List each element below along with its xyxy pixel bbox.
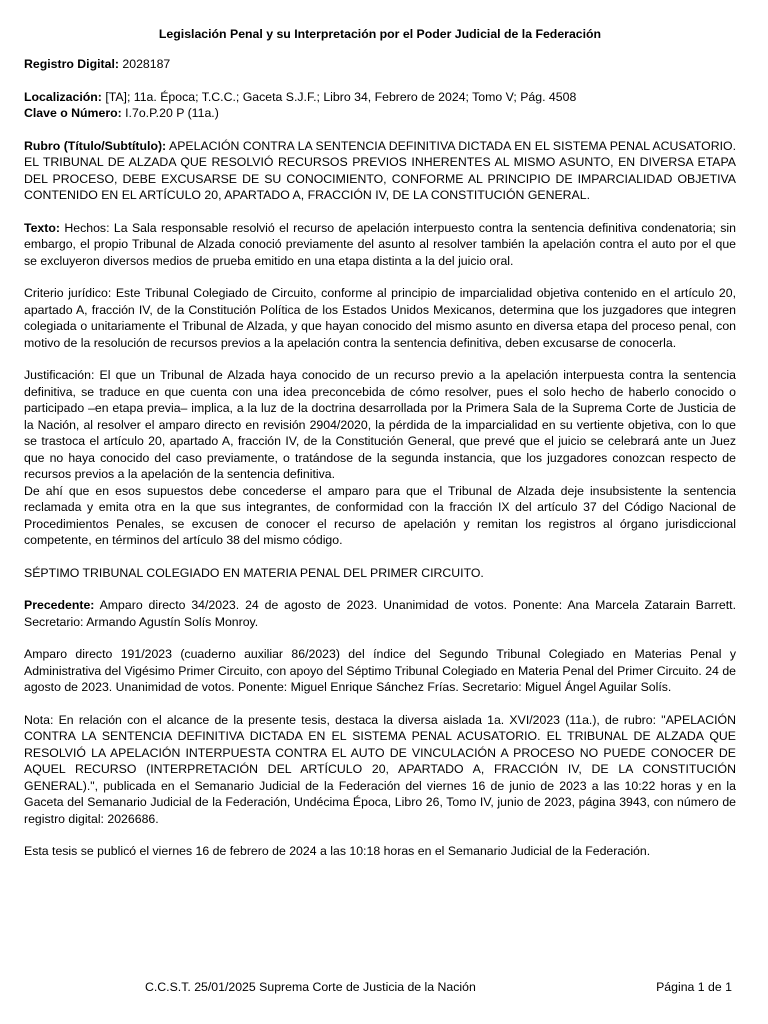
precedente (24, 597, 736, 630)
rubro (24, 138, 736, 204)
clave-label: Clave o Número: (24, 106, 122, 120)
justificacion: Justificación: El que un Tribunal de Alzada haya conocido de un recurso previo a la apelación interpuesta contra la sentencia definitiva, se traduce en que cuenta con una idea preconcebida de cómo resolver, pues el solo hecho de haberlo conocido o participado –en etapa previa– implica, a la luz de la doctrina desarrollada por la Primera Sala de la Suprema Corte de Justicia de la Nación, al resolver el amparo directo en revisión 2904/2020, la pérdida de la imparcialidad en su vertiente objetiva, con lo que se trastoca el artículo 20, apartado A, fracción IV, de la Constitución General, que prevé que el juicio se celebrará ante un Juez que no haya conocido del caso previamente, o tratándose de la segunda instancia, que los juzgadores conozcan respecto de recursos previos a la apelación de la sentencia definitiva. (24, 368, 736, 481)
precedente-value: Amparo directo 34/2023. 24 de agosto de 2023. Unanimidad de votos. Ponente: Ana Marcela Zatarain Barrett. Secretario: Armando Agustín Solís Monroy. (24, 598, 736, 629)
criterio-juridico: Criterio jurídico: Este Tribunal Colegiado de Circuito, conforme al principio de imparcialidad objetiva contenido en el artículo 20, apartado A, fracción IV, de la Constitución Política de los Estados Unidos Mexicanos, determina que los juzgadores que integren colegiada o unitariamente el Tribunal de Alzada, y que hayan conocido del mismo asunto en diversa etapa del proceso penal, con motivo de la resolución de recursos previos a la apelación contra la sentencia definitiva, deben excusarse de conocerla. (24, 286, 736, 350)
nota: Nota: En relación con el alcance de la presente tesis, destaca la diversa aislada 1a. XVI/2023 (11a.), de rubro: "APELACIÓN CONTRA LA SENTENCIA DEFINITIVA DICTADA EN EL SISTEMA PENAL ACUSATORIO. EL TRIBUNAL DE ALZADA QUE RESOLVIÓ LA APELACIÓN INTERPUESTA CONTRA EL AUTO DE VINCULACIÓN A PROCESO NO PUEDE CONOCER DE AQUEL RECURSO (INTERPRETACIÓN DEL ARTÍCULO 20, APARTADO A, FRACCIÓN IV, DE LA CONSTITUCIÓN GENERAL).", publicada en el Semanario Judicial de la Federación del viernes 16 de junio de 2023 a las 10:22 horas y en la Gaceta del Semanario Judicial de la Federación, Undécima Época, Libro 26, Tomo IV, junio de 2023, página 3943, con número de registro digital: 2026686. (24, 712, 736, 826)
document-page (24, 26, 736, 860)
precedente-label: Precedente: (24, 598, 95, 612)
texto-label: Texto: (24, 220, 60, 235)
footer-left: C.C.S.T. 25/01/2025 Suprema Corte de Justicia de la Nación (145, 980, 476, 994)
page-number: Página 1 de 1 (656, 980, 732, 994)
document-title: Legislación Penal y su Interpretación por el Poder Judicial de la Federación (158, 27, 602, 41)
amparo-191: Amparo directo 191/2023 (cuaderno auxiliar 86/2023) del índice del Segundo Tribunal Colegiado en Materias Penal y Administrativa del Vigésimo Primer Circuito, con apoyo del Séptimo Tribunal Colegiado en Materia Penal del Primer Circuito. 24 de agosto de 2023. Unanimidad de votos. Ponente: Miguel Enrique Sánchez Frías. Secretario: Miguel Ángel Aguilar Solís. (24, 647, 736, 694)
clave-numero (24, 105, 736, 122)
publicacion: Esta tesis se publicó el viernes 16 de febrero de 2024 a las 10:18 horas en el Semanario Judicial de la Federación. (24, 844, 651, 858)
registro-label: Registro Digital: (24, 57, 119, 71)
de-ahi-paragraph: De ahí que en esos supuestos debe concederse el amparo para que el Tribunal de Alzada deje insubsistente la sentencia reclamada y emita otra en la que sus integrantes, de conformidad con la fracción IX del artículo 37 del Código Nacional de Procedimientos Penales, se excusen de conocer el recurso de apelación y remitan los registros al órgano jurisdiccional competente, en términos del artículo 38 del mismo código. (24, 483, 736, 547)
clave-value: I.7o.P.20 P (11a.) (125, 106, 219, 120)
localizacion-value: [TA]; 11a. Época; T.C.C.; Gaceta S.J.F.; Libro 34, Febrero de 2024; Tomo V; Pág. 4508 (105, 89, 577, 104)
rubro-label: Rubro (Título/Subtítulo): (24, 138, 167, 153)
localizacion-label: Localización: (24, 89, 102, 104)
registro-digital (24, 56, 736, 73)
texto-value: Hechos: La Sala responsable resolvió el recurso de apelación interpuesto contra la sentencia definitiva condenatoria; sin embargo, el propio Tribunal de Alzada conoció previamente del asunto al resolver también la apelación contra el auto por el que se excluyeron diversos medios de prueba emitido en una etapa distinta a la del juicio oral. (24, 220, 736, 268)
texto (24, 220, 736, 270)
registro-value: 2028187 (122, 57, 171, 71)
tribunal-name: SÉPTIMO TRIBUNAL COLEGIADO EN MATERIA PENAL DEL PRIMER CIRCUITO. (24, 565, 484, 580)
rubro-value: APELACIÓN CONTRA LA SENTENCIA DEFINITIVA DICTADA EN EL SISTEMA PENAL ACUSATORIO. EL TRIBUNAL DE ALZADA QUE RESOLVIÓ RECURSOS PREVIOS INHERENTES AL MISMO ASUNTO, EN DIVERSA ETAPA DEL PROCESO, DEBE EXCUSARSE DE SU CONOCIMIENTO, CONFORME AL PRINCIPIO DE IMPARCIALIDAD OBJETIVA CONTENIDO EN EL ARTÍCULO 20, APARTADO A, FRACCIÓN IV, DE LA CONSTITUCIÓN GENERAL. (24, 138, 736, 202)
localizacion (24, 89, 736, 106)
